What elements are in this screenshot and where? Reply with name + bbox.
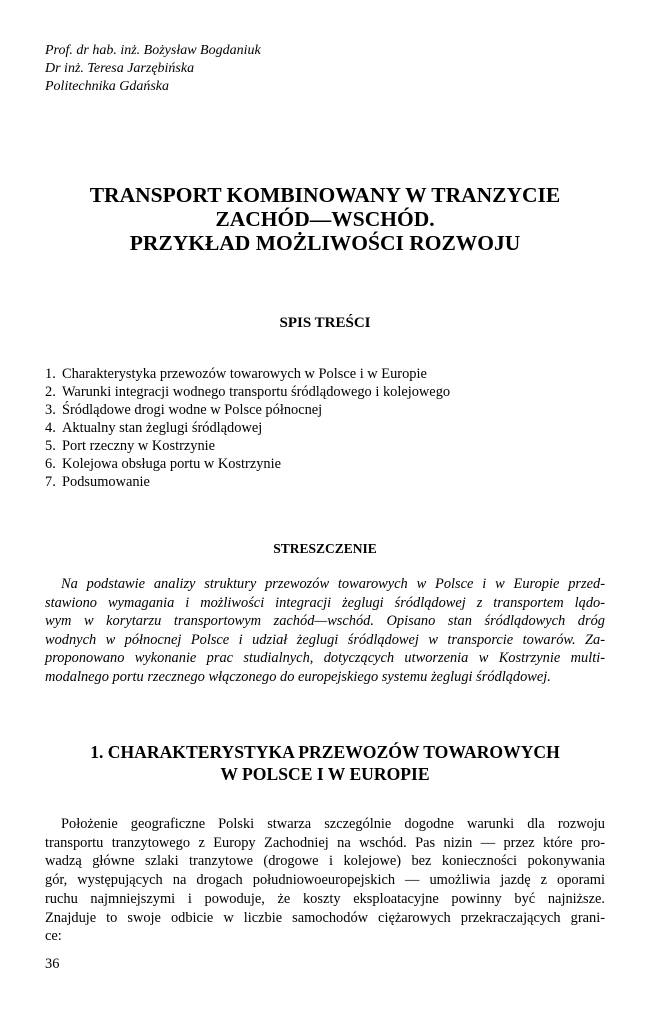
toc-item-number: 6. bbox=[45, 456, 56, 472]
abstract-line: modalnego portu rzecznego włączonego do europejskiego systemu żeglugi śródlądowej. bbox=[45, 668, 551, 685]
toc-item-number: 2. bbox=[45, 384, 56, 400]
title-line: TRANSPORT KOMBINOWANY W TRANZYCIE bbox=[89, 183, 561, 207]
abstract-line: Na podstawie analizy struktury przewozów towarowych w Polsce i w Europie przed- bbox=[61, 576, 605, 592]
abstract-line: stawiono wymagania i możliwości integracji żeglugi śródlądowej z transportem lądo- bbox=[45, 594, 605, 611]
toc-item bbox=[45, 437, 605, 455]
chapter-1-heading bbox=[40, 741, 610, 785]
toc-item-number: 7. bbox=[45, 474, 56, 490]
toc-item-number: 4. bbox=[45, 420, 56, 436]
body-line: ce: bbox=[45, 928, 62, 945]
toc-item-label: Port rzeczny w Kostrzynie bbox=[62, 438, 216, 454]
toc-item-label: Warunki integracji wodnego transportu śródlądowego i kolejowego bbox=[62, 384, 451, 400]
toc-item bbox=[45, 419, 605, 437]
body-line: wadzą główne szlaki tranzytowe (drogowe i kolejowe) bez konieczności pokonywania bbox=[45, 853, 605, 870]
toc-item bbox=[45, 473, 605, 491]
toc-item bbox=[45, 401, 605, 419]
body-line: transportu tranzytowego z Europy Zachodniej na wschód. Pas nizin — przez które pro- bbox=[45, 834, 605, 851]
abstract-line: proponowano wykonanie prac studialnych, dotyczących utworzenia w Kostrzynie multi- bbox=[45, 650, 605, 667]
title-line: ZACHÓD—WSCHÓD. bbox=[215, 207, 435, 231]
body-line: gór, występujących na drogach południowoeuropejskich — umożliwia jazdę z oporami bbox=[45, 872, 605, 889]
chapter-heading-line: 1. CHARAKTERYSTYKA PRZEWOZÓW TOWAROWYCH bbox=[90, 742, 560, 762]
toc-heading: SPIS TREŚCI bbox=[279, 315, 371, 331]
toc-item bbox=[45, 455, 605, 473]
chapter-heading-line: W POLSCE I W EUROPIE bbox=[220, 764, 430, 784]
toc-item-label: Kolejowa obsługa portu w Kostrzynie bbox=[62, 456, 282, 472]
body-line: Znajduje to swoje odbicie w liczbie samochodów ciężarowych przekraczających grani- bbox=[45, 909, 605, 926]
toc-item bbox=[45, 365, 605, 383]
toc-item bbox=[45, 383, 605, 401]
chapter-1-paragraph bbox=[45, 815, 605, 946]
toc-item-label: Aktualny stan żeglugi śródlądowej bbox=[62, 420, 263, 436]
toc-item-number: 5. bbox=[45, 438, 56, 454]
author-line: Dr inż. Teresa Jarzębińska bbox=[45, 61, 195, 76]
abstract-line: wodnych w północnej Polsce i udział żeglugi śródlądowej w transporcie towarów. Za- bbox=[45, 631, 605, 648]
body-line: ruchu najmniejszymi i powoduje, że koszty eksploatacyjne powinny być najniższe. bbox=[45, 890, 605, 907]
table-of-contents bbox=[45, 365, 605, 491]
abstract-heading: STRESZCZENIE bbox=[273, 541, 377, 556]
article-title bbox=[40, 183, 610, 255]
author-line: Prof. dr hab. inż. Bożysław Bogdaniuk bbox=[45, 43, 261, 58]
body-line: Położenie geograficzne Polski stwarza szczególnie dogodne warunki dla rozwoju bbox=[61, 816, 605, 832]
toc-item-number: 3. bbox=[45, 402, 56, 418]
author-block bbox=[45, 42, 261, 96]
page-number: 36 bbox=[45, 956, 60, 972]
toc-item-label: Śródlądowe drogi wodne w Polsce północnej bbox=[62, 402, 323, 418]
toc-item-label: Charakterystyka przewozów towarowych w Polsce i w Europie bbox=[62, 366, 427, 382]
abstract-line: wym w korytarzu transportowym zachód—wschód. Opisano stan śródlądowych dróg bbox=[45, 613, 605, 630]
affiliation-line: Politechnika Gdańska bbox=[45, 79, 170, 94]
abstract-paragraph bbox=[45, 575, 605, 687]
toc-item-number: 1. bbox=[45, 366, 56, 382]
title-line: PRZYKŁAD MOŻLIWOŚCI ROZWOJU bbox=[129, 231, 521, 255]
toc-item-label: Podsumowanie bbox=[62, 474, 150, 490]
